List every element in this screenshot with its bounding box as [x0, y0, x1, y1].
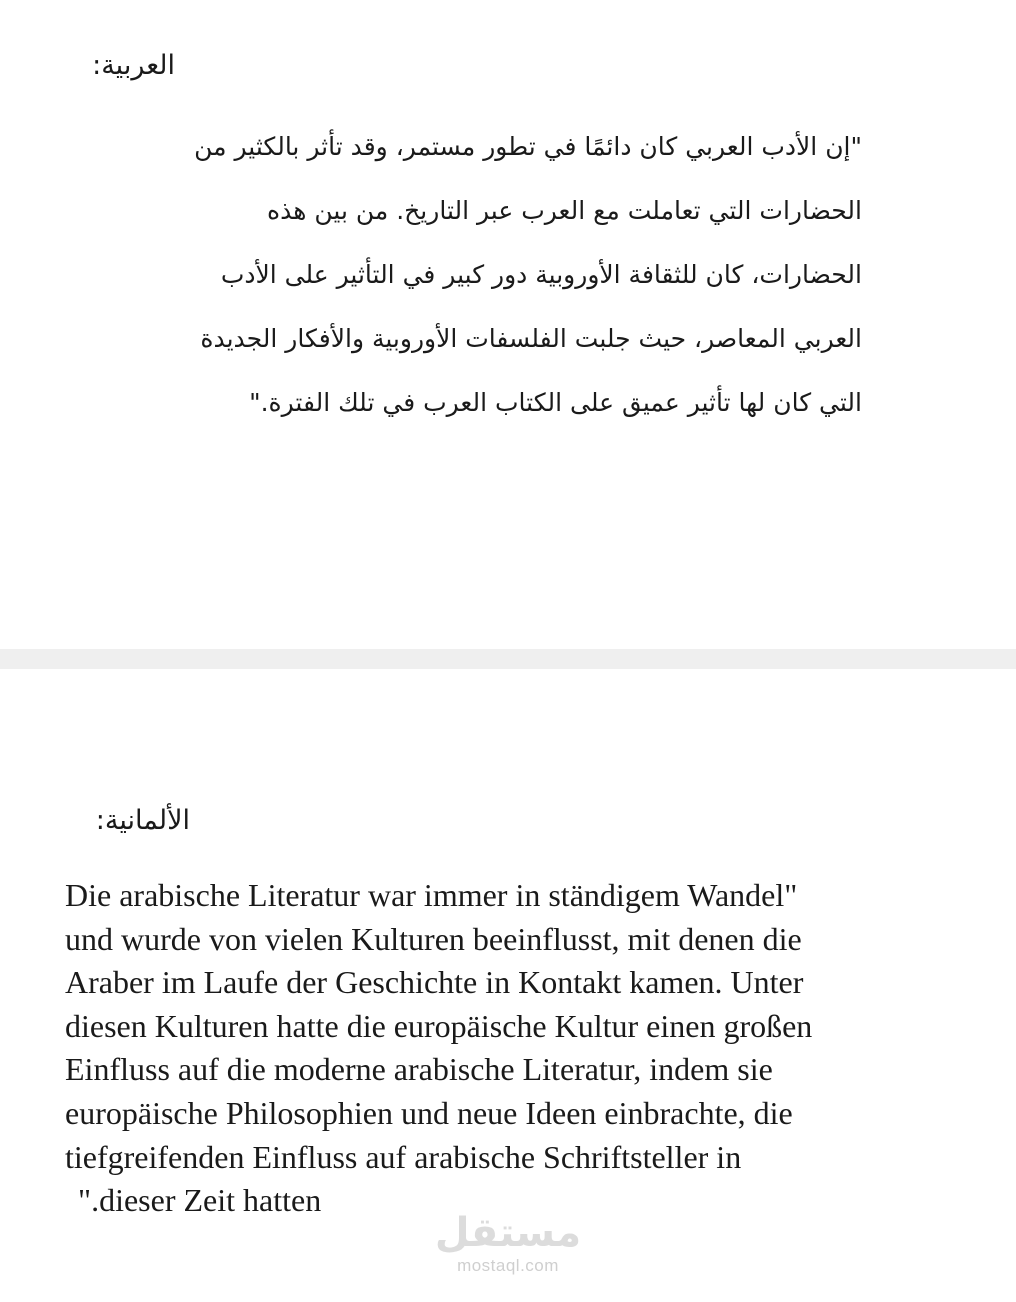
german-heading: الألمانية:: [95, 805, 190, 836]
german-line: diesen Kulturen hatte die europäische Kultur einen großen: [65, 1007, 813, 1044]
german-line: Einfluss auf die moderne arabische Literatur, indem sie: [65, 1051, 773, 1088]
page-separator: [0, 649, 1016, 669]
arabic-line: الحضارات التي تعاملت مع العرب عبر التاريخ. من بين هذه: [267, 196, 862, 225]
mostaql-watermark: [430, 1210, 586, 1276]
german-line: europäische Philosophien und neue Ideen einbrachte, die: [65, 1094, 793, 1131]
watermark-url: mostaql.com: [457, 1256, 559, 1275]
arabic-line: "إن الأدب العربي كان دائمًا في تطور مستمر، وقد تأثر بالكثير من: [194, 132, 862, 161]
arabic-paragraph: [62, 115, 862, 435]
arabic-page: [0, 0, 1016, 649]
arabic-line: التي كان لها تأثير عميق على الكتاب العرب في تلك الفترة.": [249, 388, 862, 417]
arabic-line: الحضارات، كان للثقافة الأوروبية دور كبير في التأثير على الأدب: [220, 260, 862, 289]
german-line: tiefgreifenden Einfluss auf arabische Schriftsteller in: [65, 1138, 742, 1175]
german-paragraph: [65, 874, 925, 1223]
german-line: Die arabische Literatur war immer in ständigem Wandel": [65, 877, 798, 913]
arabic-line: العربي المعاصر، حيث جلبت الفلسفات الأوروبية والأفكار الجديدة: [200, 324, 862, 353]
german-line: und wurde von vielen Kulturen beeinflusst, mit denen die: [65, 920, 802, 957]
watermark-logo: مستقل: [434, 1210, 582, 1256]
german-line: Araber im Laufe der Geschichte in Kontakt kamen. Unter: [65, 964, 804, 1001]
arabic-heading: العربية:: [92, 50, 175, 81]
german-line: ".dieser Zeit hatten: [78, 1182, 322, 1219]
